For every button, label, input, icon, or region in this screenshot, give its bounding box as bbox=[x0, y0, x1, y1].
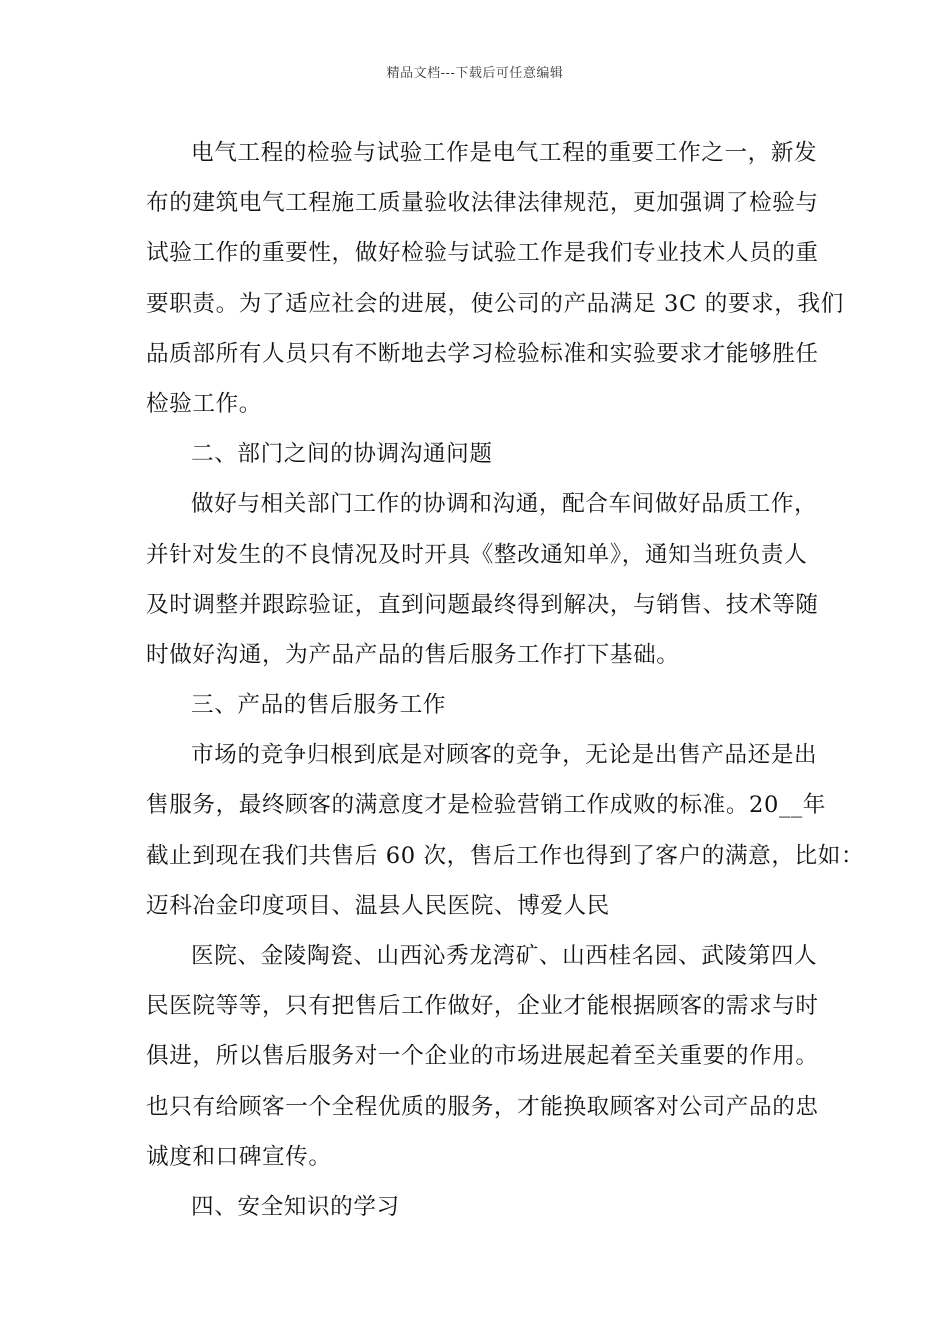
text-line: 售服务，最终顾客的满意度才是检验营销工作成败的标准。20__年 bbox=[146, 792, 826, 819]
section-heading: 四、安全知识的学习 bbox=[191, 1193, 400, 1220]
text-line: 时做好沟通，为产品产品的售后服务工作打下基础。 bbox=[146, 641, 680, 668]
text-line: 电气工程的检验与试验工作是电气工程的重要工作之一，新发 bbox=[191, 140, 818, 166]
page-header: 精品文档---下载后可任意编辑 bbox=[386, 66, 564, 81]
section-heading: 二、部门之间的协调沟通问题 bbox=[191, 441, 493, 468]
text-line: 截止到现在我们共售后 60 次，售后工作也得到了客户的满意，比如： bbox=[146, 842, 865, 869]
text-line: 布的建筑电气工程施工质量验收法律法律规范，更加强调了检验与 bbox=[146, 190, 819, 217]
text-line: 也只有给顾客一个全程优质的服务，才能换取顾客对公司产品的忠 bbox=[146, 1093, 819, 1120]
text-line: 医院、金陵陶瓷、山西沁秀龙湾矿、山西桂名园、武陵第四人 bbox=[191, 943, 818, 969]
document-body bbox=[146, 128, 865, 1232]
text-line: 试验工作的重要性，做好检验与试验工作是我们专业技术人员的重 bbox=[146, 240, 819, 267]
text-line: 品质部所有人员只有不断地去学习检验标准和实验要求才能够胜任 bbox=[146, 340, 819, 367]
text-line: 做好与相关部门工作的协调和沟通，配合车间做好品质工作， bbox=[191, 491, 818, 518]
section-heading: 三、产品的售后服务工作 bbox=[191, 692, 447, 719]
text-line: 民医院等等，只有把售后工作做好，企业才能根据顾客的需求与时 bbox=[146, 993, 819, 1020]
text-line: 并针对发生的不良情况及时开具《整改通知单》，通知当班负责人 bbox=[146, 541, 808, 568]
text-line: 检验工作。 bbox=[146, 390, 262, 417]
text-line: 俱进，所以售后服务对一个企业的市场进展起着至关重要的作用。 bbox=[146, 1043, 819, 1070]
text-line: 市场的竞争归根到底是对顾客的竞争，无论是出售产品还是出 bbox=[191, 742, 818, 769]
text-line: 迈科冶金印度项目、温县人民医院、博爱人民 bbox=[146, 892, 610, 919]
text-line: 及时调整并跟踪验证，直到问题最终得到解决，与销售、技术等随 bbox=[146, 591, 819, 618]
text-line: 要职责。为了适应社会的进展，使公司的产品满足 3C 的要求，我们 bbox=[146, 290, 844, 317]
text-line: 诚度和口碑宣传。 bbox=[146, 1143, 332, 1170]
